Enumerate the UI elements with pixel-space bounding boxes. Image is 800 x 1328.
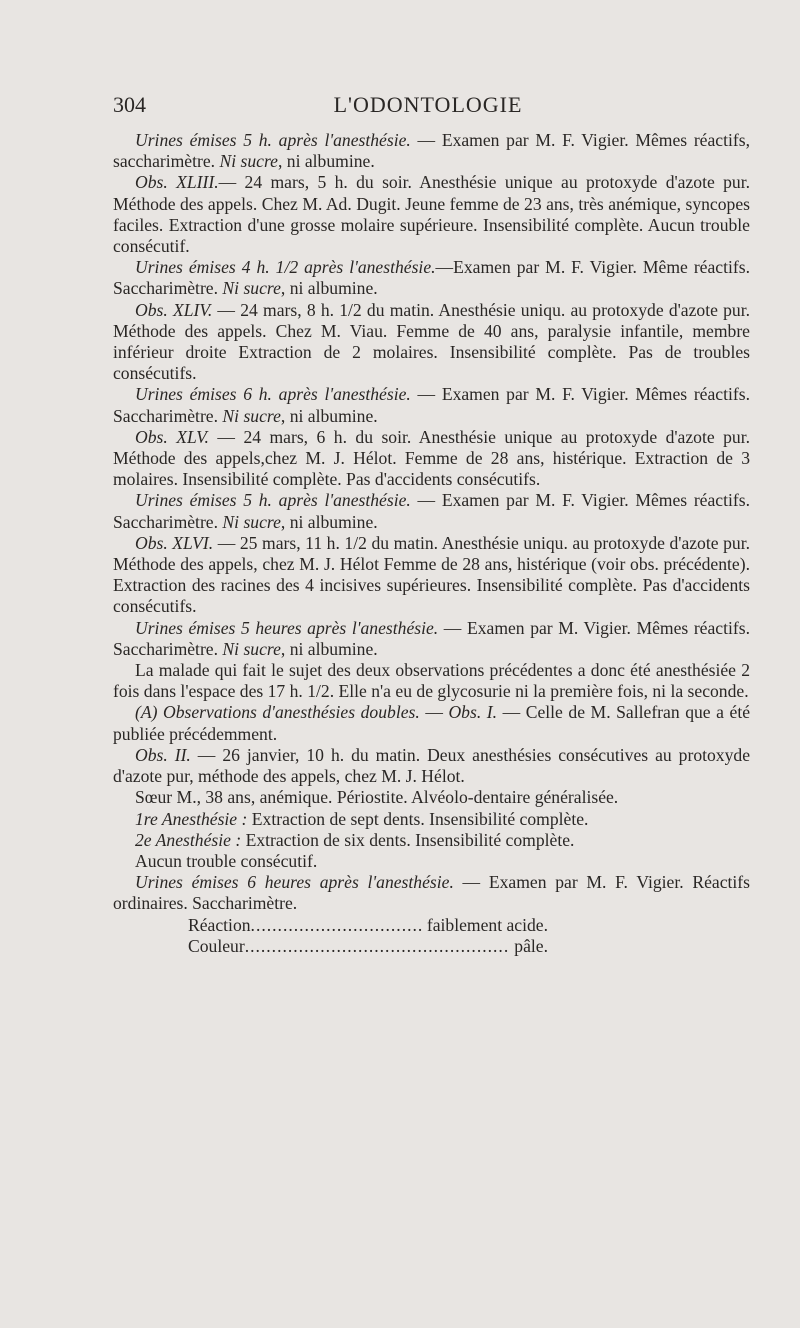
- paragraph: [113, 384, 750, 426]
- italic-text: Ni sucre: [222, 278, 281, 299]
- paragraph: [113, 490, 750, 532]
- italic-text: Urines émises 5 h. après l'anesthésie.: [135, 490, 411, 511]
- body-text: , ni albumine.: [280, 638, 378, 659]
- result-row: [113, 915, 548, 936]
- italic-text: Obs. XLIII.: [135, 172, 219, 193]
- italic-text: Obs. XLIV.: [135, 299, 213, 320]
- body-text: Extraction de sept dents. Insensibilité complète.: [247, 808, 589, 829]
- paragraph: [113, 809, 750, 830]
- italic-text: 1re Anesthésie :: [135, 808, 248, 829]
- result-row: [113, 936, 548, 957]
- body-text: — 24 mars, 5 h. du soir. Anesthésie unique au protoxyde d'azote pur. Méthode des appels. Chez M. Ad. Dugit. Jeune femme de 23 ans, très anémique, syncopes faciles. Extraction d'une grosse molaire supérieure. Insensibilité complète. Aucun trouble consécutif.: [113, 172, 750, 257]
- result-value: faiblement acide.: [426, 914, 548, 935]
- italic-text: Ni sucre: [219, 151, 278, 172]
- page-header: [113, 92, 743, 122]
- italic-text: Obs. XLVI.: [135, 532, 214, 553]
- italic-text: Urines émises 6 heures après l'anesthésie.: [135, 872, 454, 893]
- body-text: —: [419, 702, 449, 723]
- body-text: — Examen par M. F. Vigier. Mêmes réactifs. Saccharimètre.: [113, 384, 750, 426]
- paragraph: [113, 851, 750, 872]
- page-number: 304: [113, 92, 146, 117]
- paragraph: [113, 702, 750, 744]
- paragraph: [113, 745, 750, 787]
- italic-text: Obs. I.: [448, 702, 498, 723]
- paragraph: [113, 872, 750, 914]
- body-text: , ni albumine.: [280, 511, 378, 532]
- page-body: [113, 130, 750, 957]
- italic-text: 2e Anesthésie :: [135, 829, 242, 850]
- result-label: Couleur: [188, 935, 245, 956]
- body-text: —Examen par M. F. Vigier. Même réactifs. Saccharimètre.: [113, 257, 750, 299]
- body-text: Aucun trouble consécutif.: [135, 850, 318, 871]
- paragraph: [113, 257, 750, 299]
- body-text: Sœur M., 38 ans, anémique. Périostite. Alvéolo-dentaire généralisée.: [135, 787, 619, 808]
- paragraph: [113, 300, 750, 385]
- body-text: — Celle de M. Sallefran que a été publiée précédemment.: [113, 702, 751, 744]
- dot-leader: [245, 936, 511, 957]
- italic-text: Urines émises 5 h. après l'anesthésie.: [135, 130, 411, 150]
- paragraph: [113, 130, 750, 172]
- result-value: pâle.: [514, 935, 548, 956]
- italic-text: Ni sucre: [222, 511, 281, 532]
- body-text: Extraction de six dents. Insensibilité complète.: [241, 829, 575, 850]
- paragraph: [113, 533, 750, 618]
- body-text: — Examen par M. F. Vigier. Mêmes réactifs. Saccharimètre.: [113, 490, 750, 532]
- paragraph: [113, 660, 750, 702]
- paragraph: [113, 618, 750, 660]
- body-text: , ni albumine.: [277, 151, 375, 172]
- result-label: Réaction: [188, 914, 251, 935]
- italic-text: Urines émises 5 heures après l'anesthésie.: [135, 617, 439, 638]
- body-text: , ni albumine.: [280, 278, 378, 299]
- paragraph: [113, 172, 750, 257]
- body-text: La malade qui fait le sujet des deux observations précédentes a donc été anesthésiée 2 fois dans l'espace des 17 h. 1/2. Elle n'a eu de glycosurie ni la première fois, ni la seconde.: [113, 660, 750, 702]
- italic-text: Ni sucre: [222, 405, 281, 426]
- body-text: , ni albumine.: [280, 405, 378, 426]
- body-text: — 24 mars, 6 h. du soir. Anesthésie unique au protoxyde d'azote pur. Méthode des appels,chez M. J. Hélot. Femme de 28 ans, histérique. Extraction de 3 molaires. Insensibilité complète. Pas d'accidents consécutifs.: [113, 426, 750, 490]
- dot-leader: [251, 915, 423, 936]
- body-text: — 24 mars, 8 h. 1/2 du matin. Anesthésie uniqu. au protoxyde d'azote pur. Méthode des appels. Chez M. Viau. Femme de 40 ans, paralysie infantile, membre inférieur droite Extraction de 2 molaires. Insensibilité complète. Pas de troubles consécutifs.: [113, 299, 750, 384]
- italic-text: Urines émises 6 h. après l'anesthésie.: [135, 384, 411, 405]
- paragraph: [113, 830, 750, 851]
- italic-text: Urines émises 4 h. 1/2 après l'anesthésie.: [135, 257, 436, 278]
- body-text: — 25 mars, 11 h. 1/2 du matin. Anesthésie uniqu. au protoxyde d'azote pur. Méthode des appels, chez M. J. Hélot Femme de 28 ans, histérique (voir obs. précédente). Extraction des racines des 4 incisives supérieures. Insensibilité complète. Pas d'accidents consécutifs.: [113, 532, 750, 617]
- paragraph: [113, 787, 750, 808]
- body-text: — Examen par M. F. Vigier. Réactifs ordinaires. Saccharimètre.: [113, 872, 750, 914]
- body-text: — Examen par M. F. Vigier. Mêmes réactifs, saccharimètre.: [113, 130, 750, 172]
- italic-text: Obs. XLV.: [135, 426, 209, 447]
- body-text: — Examen par M. Vigier. Mêmes réactifs. Saccharimètre.: [113, 617, 750, 659]
- body-text: — 26 janvier, 10 h. du matin. Deux anesthésies consécutives au protoxyde d'azote pur, méthode des appels, chez M. J. Hélot.: [113, 744, 750, 787]
- italic-text: Obs. II.: [135, 744, 191, 765]
- paragraph: [113, 427, 750, 491]
- italic-text: Ni sucre: [222, 638, 281, 659]
- italic-text: (A) Observations d'anesthésies doubles.: [135, 702, 420, 723]
- running-title: L'ODONTOLOGIE: [333, 92, 523, 117]
